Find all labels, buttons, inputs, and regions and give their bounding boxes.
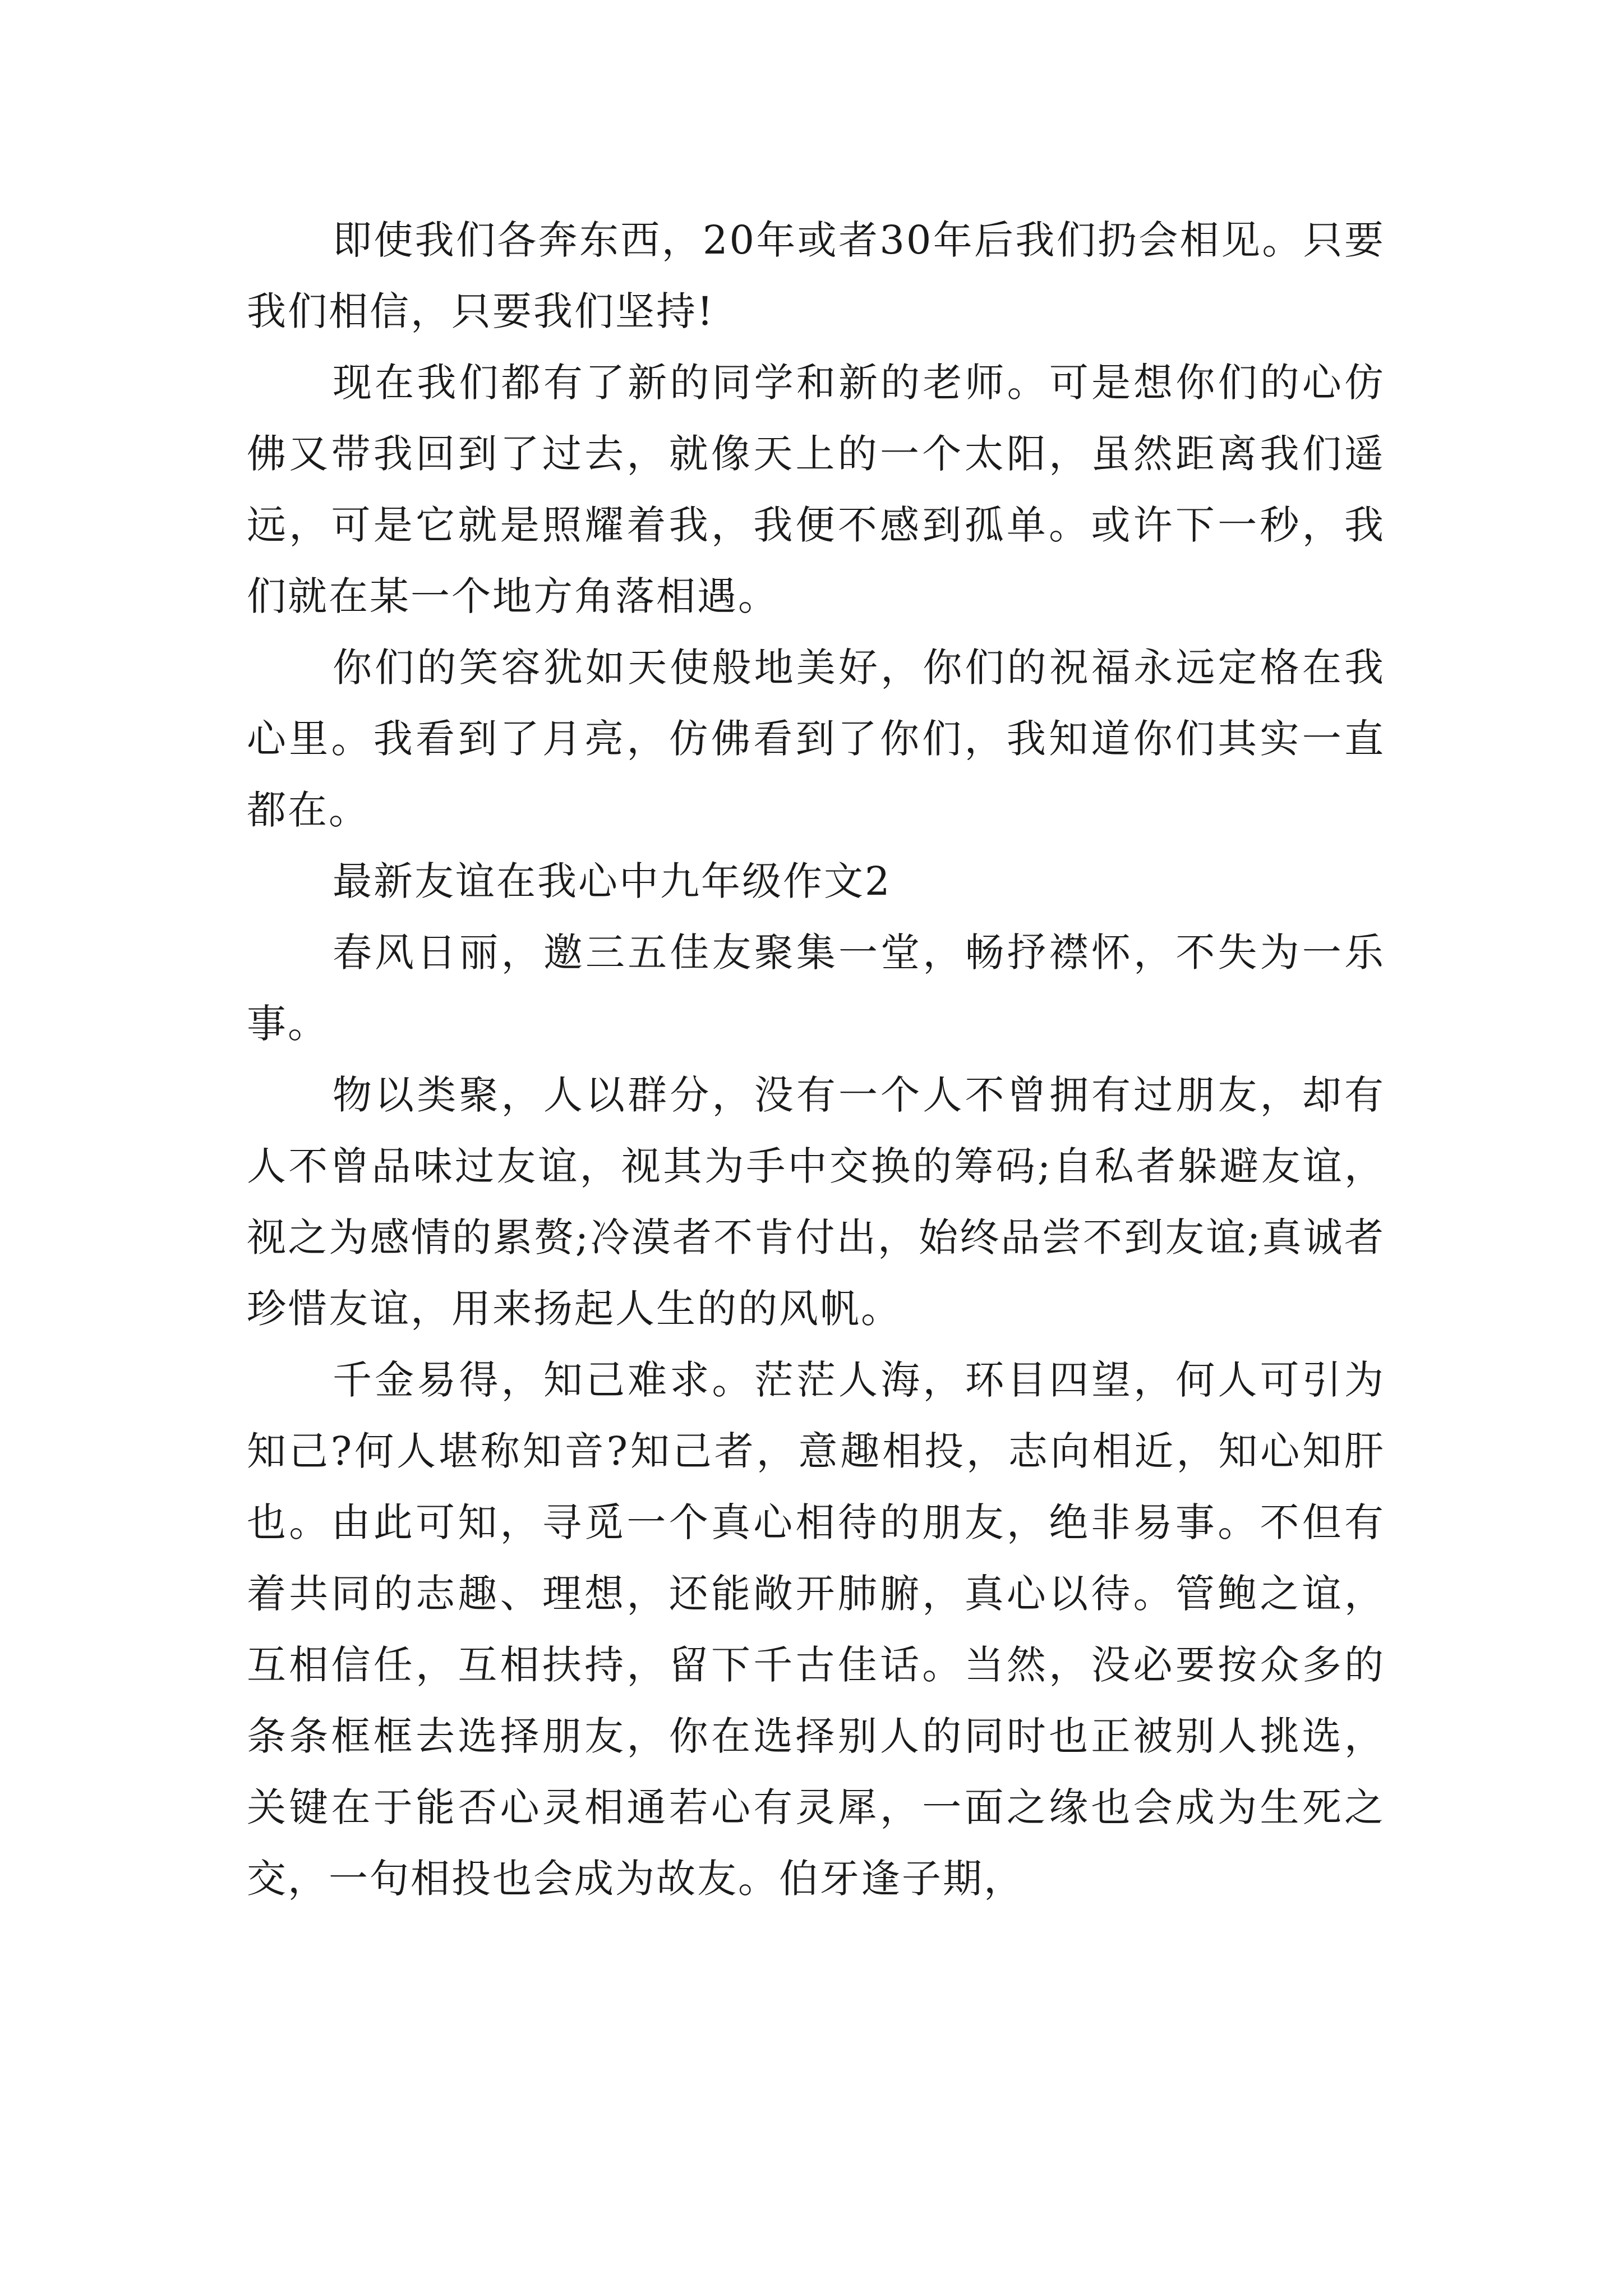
paragraph-3: 你们的笑容犹如天使般地美好，你们的祝福永远定格在我心里。我看到了月亮，仿佛看到了你们，我知道你们其实一直都在。 [247,645,1385,833]
paragraph-1: 即使我们各奔东西，20年或者30年后我们扔会相见。只要我们相信，只要我们坚持! [247,217,1385,334]
essay-title: 最新友谊在我心中九年级作文2 [333,858,892,904]
paragraph-2: 现在我们都有了新的同学和新的老师。可是想你们的心仿佛又带我回到了过去，就像天上的一个太阳，虽然距离我们遥远，可是它就是照耀着我，我便不感到孤单。或许下一秒，我们就在某一个地方角落相遇。 [247,360,1385,619]
paragraph-5: 物以类聚，人以群分，没有一个人不曾拥有过朋友，却有人不曾品味过友谊，视其为手中交换的筹码;自私者躲避友谊，视之为感情的累赘;冷漠者不肯付出，始终品尝不到友谊;真诚者珍惜友谊，用来扬起人生的的风帆。 [247,1072,1385,1332]
document-body [247,205,1385,1915]
paragraph-4: 春风日丽，邀三五佳友聚集一堂，畅抒襟怀，不失为一乐事。 [247,930,1385,1047]
paragraph-6: 千金易得，知己难求。茫茫人海，环目四望，何人可引为知己?何人堪称知音?知己者，意趣相投，志向相近，知心知肝也。由此可知，寻觅一个真心相待的朋友，绝非易事。不但有着共同的志趣、理想，还能敞开肺腑，真心以待。管鲍之谊，互相信任，互相扶持，留下千古佳话。当然，没必要按众多的条条框框去选择朋友，你在选择别人的同时也正被别人挑选，关键在于能否心灵相通若心有灵犀，一面之缘也会成为生死之交，一句相投也会成为故友。伯牙逢子期， [247,1357,1385,1902]
